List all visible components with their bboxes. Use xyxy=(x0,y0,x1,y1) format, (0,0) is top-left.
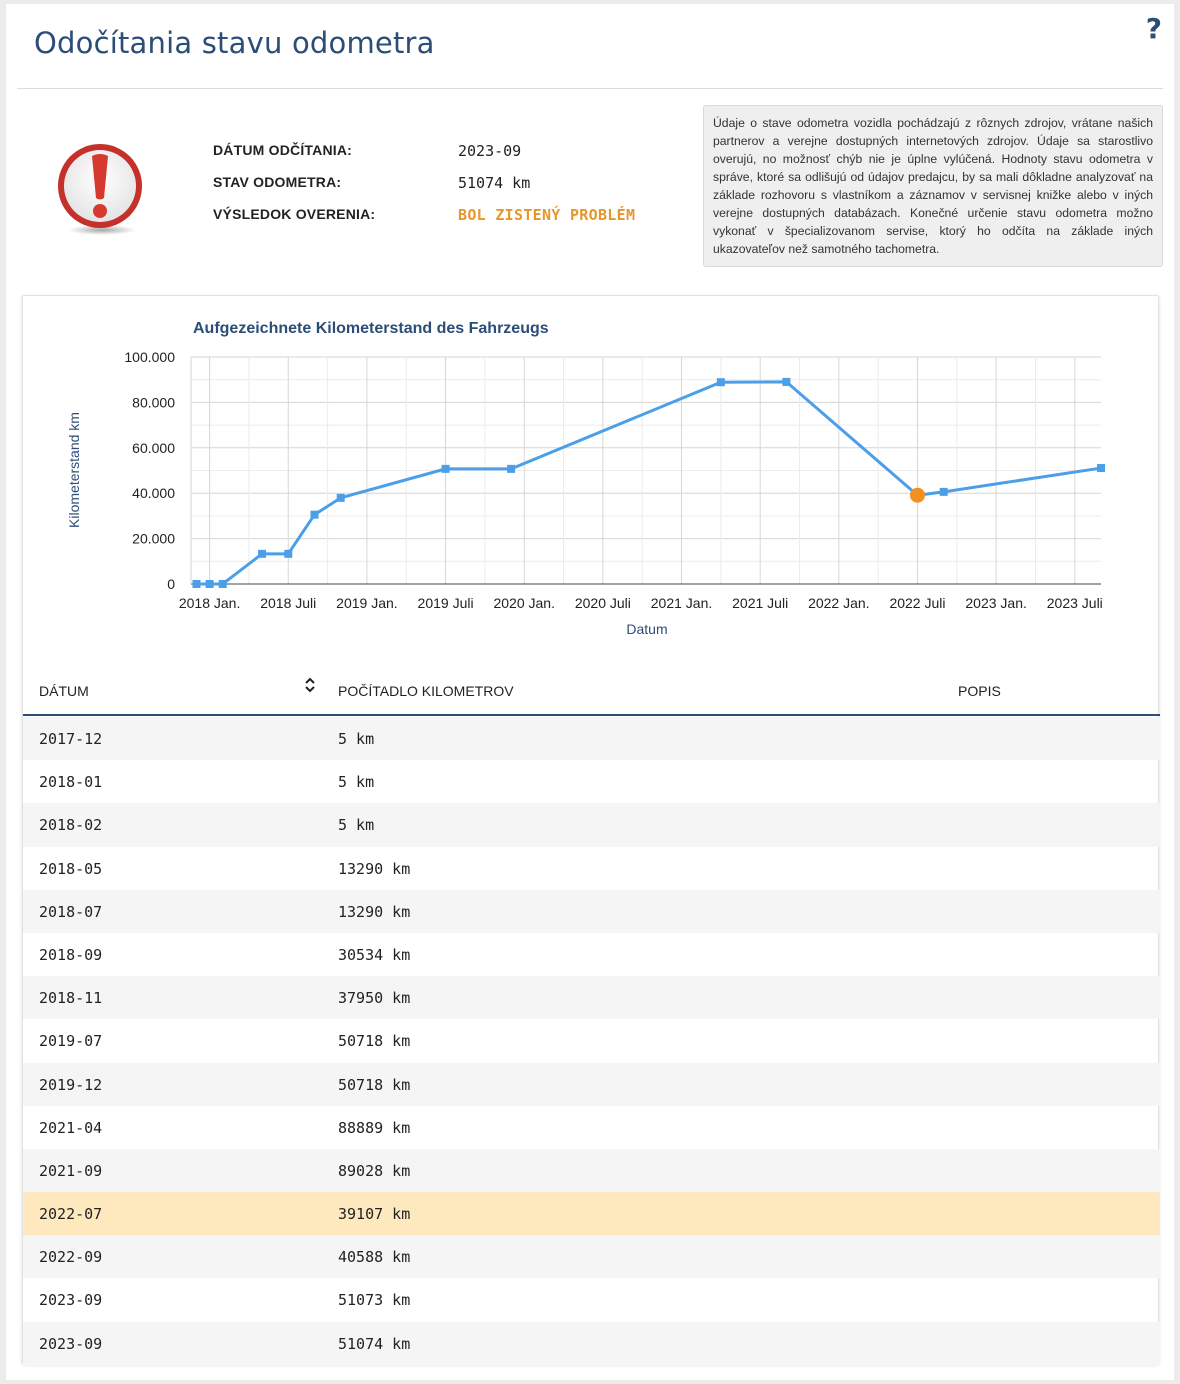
table-row xyxy=(23,933,1160,976)
disclaimer-note: Údaje o stave odometra vozidla pochádzajú z rôznych zdrojov, vrátane našich partnerov a verejne dostupných internetových zdrojov. Údaje sa starostlivo overujú, no možnosť chýb nie je úplne vylúčená. Hodnoty stavu odometra v správe, ktoré sa odlišujú od údajov predajcu, by sa mali dôkladne analyzovať na základe rozhovoru s vlastníkom a záznamov v servisnej knižke alebo v iných verejne dostupných databázach. Konečné určenie stavu odometra možno vykonať v špecializovanom servise, ktorý ho odčíta na základe iných ukazovateľov než samotného tachometra. xyxy=(703,105,1163,267)
row-date: 2023-09 xyxy=(39,1334,103,1353)
y-tick-label: 20.000 xyxy=(132,530,175,547)
table-row xyxy=(23,717,1160,760)
row-odometer: 5 km xyxy=(338,730,375,748)
table-row xyxy=(23,1192,1160,1235)
x-tick-label: 2023 Juli xyxy=(1046,595,1103,611)
table-row xyxy=(23,890,1160,933)
x-tick-label: 2019 Jan. xyxy=(336,595,398,611)
data-point xyxy=(1097,464,1105,472)
odometer-value: 51074 km xyxy=(458,174,531,192)
table-row xyxy=(23,1063,1160,1106)
row-date: 2021-04 xyxy=(39,1118,103,1137)
row-odometer: 13290 km xyxy=(338,859,411,878)
help-icon[interactable]: ? xyxy=(1145,12,1162,45)
column-header-description: POPIS xyxy=(958,683,1001,699)
row-odometer: 89028 km xyxy=(338,1161,411,1180)
x-tick-label: 2020 Jan. xyxy=(493,595,555,611)
odometer-history-card xyxy=(22,295,1159,1364)
y-tick-label: 60.000 xyxy=(132,439,175,456)
x-tick-label: 2018 Juli xyxy=(260,595,317,611)
chart-title: Aufgezeichnete Kilometerstand des Fahrzeugs xyxy=(193,320,549,337)
row-odometer: 39107 km xyxy=(338,1205,411,1224)
x-tick-label: 2021 Jan. xyxy=(650,595,713,611)
table-row xyxy=(23,1278,1160,1321)
data-point xyxy=(717,378,725,386)
table-row xyxy=(23,976,1160,1019)
y-tick-label: 40.000 xyxy=(132,485,175,502)
page-title: Odočítania stavu odometra xyxy=(34,26,435,60)
report-page xyxy=(6,4,1174,1380)
x-tick-label: 2020 Juli xyxy=(574,595,631,611)
table-row xyxy=(23,803,1160,846)
row-date: 2019-12 xyxy=(39,1075,103,1094)
x-tick-label: 2021 Juli xyxy=(732,595,789,611)
row-odometer: 30534 km xyxy=(338,945,411,964)
data-point xyxy=(337,494,345,502)
row-odometer: 5 km xyxy=(338,773,375,792)
data-point xyxy=(219,580,227,588)
row-date: 2018-11 xyxy=(39,989,103,1008)
row-date: 2019-07 xyxy=(39,1032,103,1051)
row-odometer: 51074 km xyxy=(338,1334,411,1353)
y-tick-label: 80.000 xyxy=(132,394,175,411)
data-point xyxy=(310,511,318,519)
data-point xyxy=(193,580,201,588)
column-header-date[interactable]: DÁTUM xyxy=(39,683,89,699)
series-line xyxy=(197,382,1101,584)
row-odometer: 40588 km xyxy=(338,1248,411,1267)
data-point xyxy=(284,550,292,558)
table-row xyxy=(23,1322,1160,1365)
row-odometer: 51073 km xyxy=(338,1291,411,1310)
table-header xyxy=(23,666,1160,716)
row-date: 2018-09 xyxy=(39,945,103,964)
row-odometer: 37950 km xyxy=(338,989,411,1008)
row-date: 2022-07 xyxy=(39,1205,103,1224)
table-row xyxy=(23,847,1160,890)
y-tick-label: 0 xyxy=(167,576,175,592)
data-point xyxy=(442,465,450,473)
table-row xyxy=(23,1106,1160,1149)
x-tick-label: 2018 Jan. xyxy=(178,595,241,611)
table-row xyxy=(23,1019,1160,1062)
column-header-counter: POČÍTADLO KILOMETROV xyxy=(338,683,514,699)
odometer-label: STAV ODOMETRA: xyxy=(213,174,342,190)
header-divider xyxy=(17,88,1163,89)
verification-result-label: VÝSLEDOK OVERENIA: xyxy=(213,206,376,222)
x-tick-label: 2022 Jan. xyxy=(808,595,870,611)
highlight-point xyxy=(910,488,925,503)
row-date: 2021-09 xyxy=(39,1161,103,1180)
table-row xyxy=(23,760,1160,803)
row-odometer: 88889 km xyxy=(338,1118,411,1137)
verification-result-value: BOL ZISTENÝ PROBLÉM xyxy=(458,206,636,224)
row-date: 2018-07 xyxy=(39,902,103,921)
data-point xyxy=(507,465,515,473)
warning-icon xyxy=(52,136,148,236)
table-row xyxy=(23,1149,1160,1192)
x-axis-label: Datum xyxy=(626,621,668,637)
row-date: 2018-01 xyxy=(39,773,103,792)
data-point xyxy=(258,550,266,558)
row-odometer: 50718 km xyxy=(338,1075,411,1094)
y-axis-label: Kilometerstand km xyxy=(66,412,82,528)
readings-table-body xyxy=(23,717,1160,1365)
x-tick-label: 2023 Jan. xyxy=(965,595,1027,611)
data-point xyxy=(782,378,790,386)
row-date: 2023-09 xyxy=(39,1291,103,1310)
x-tick-label: 2019 Juli xyxy=(417,595,474,611)
reading-date-label: DÁTUM ODČÍTANIA: xyxy=(213,142,353,158)
row-odometer: 50718 km xyxy=(338,1032,411,1051)
row-odometer: 5 km xyxy=(338,816,375,835)
row-date: 2017-12 xyxy=(39,730,103,748)
odometer-chart xyxy=(23,296,1160,646)
sort-icon[interactable] xyxy=(304,676,316,694)
row-date: 2018-02 xyxy=(39,816,103,835)
data-point xyxy=(940,488,948,496)
y-tick-label: 100.000 xyxy=(124,349,175,365)
row-odometer: 13290 km xyxy=(338,902,411,921)
x-tick-label: 2022 Juli xyxy=(889,595,946,611)
reading-date-value: 2023-09 xyxy=(458,142,522,160)
data-point xyxy=(206,580,214,588)
table-row xyxy=(23,1235,1160,1278)
row-date: 2022-09 xyxy=(39,1248,103,1267)
row-date: 2018-05 xyxy=(39,859,103,878)
